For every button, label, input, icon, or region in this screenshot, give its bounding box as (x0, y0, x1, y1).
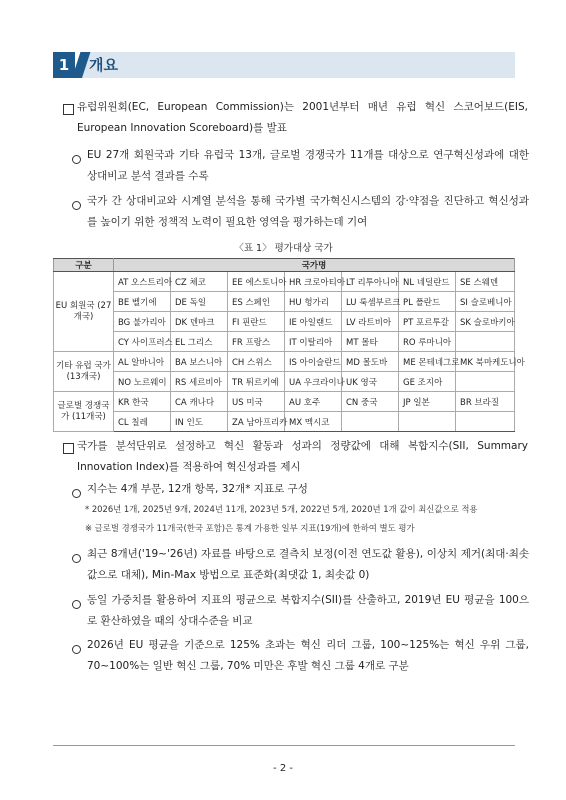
paragraph-weighting (72, 590, 529, 632)
country-cell: CH 스위스 (228, 352, 285, 372)
paragraph-text: 국가를 분석단위로 설정하고 혁신 활동과 성과의 정량값에 대해 복합지수(SII, Summary Innovation Index)를 적용하여 혁신성과를 제시 (77, 440, 528, 473)
country-cell (342, 412, 399, 432)
country-cell: PL 폴란드 (399, 292, 456, 312)
table-body (54, 272, 525, 432)
country-cell: HR 크로아티아 (285, 272, 342, 292)
country-cell: UA 우크라이나 (285, 372, 342, 392)
country-cell: TR 튀르키예 (228, 372, 285, 392)
table-row (54, 412, 515, 432)
paragraph-text: 최근 8개년('19~'26년) 자료를 바탕으로 결측치 보정(이전 연도값 활용), 이상치 제거(최대·최솟값으로 대체), Min-Max 방법으로 표준화(최댓값 1, 최솟값 0) (87, 548, 529, 581)
country-cell: SI 슬로베니아 (456, 292, 515, 312)
table-row (54, 332, 515, 352)
section-number: 1 (53, 52, 75, 78)
country-cell: LV 라트비아 (342, 312, 399, 332)
paragraph-groups (72, 635, 529, 677)
country-cell: AU 호주 (285, 392, 342, 412)
country-cell: GE 조지아 (399, 372, 456, 392)
country-cell (456, 372, 515, 392)
country-cell: IN 인도 (171, 412, 228, 432)
paragraph-text: 유럽위원회(EC, European Commission)는 2001년부터 매년 유럽 혁신 스코어보드(EIS, European Innovation Scoreboard)를 발표 (77, 101, 528, 134)
country-cell: HU 헝가리 (285, 292, 342, 312)
country-cell: ES 스페인 (228, 292, 285, 312)
table-row (54, 392, 515, 412)
section-header (53, 52, 515, 78)
country-cell: PT 포르투갈 (399, 312, 456, 332)
footnote-latest-values: * 2026년 1개, 2025년 9개, 2024년 11개, 2023년 5개, 2022년 5개, 2020년 1개 값이 최신값으로 적용 (85, 504, 478, 514)
group-eu-label: EU 회원국 (27개국) (54, 272, 114, 352)
country-cell: SE 스웨덴 (456, 272, 515, 292)
circle-bullet-icon (72, 155, 81, 164)
country-cell: IS 아이슬란드 (285, 352, 342, 372)
country-cell: BE 벨기에 (114, 292, 171, 312)
section-header-band (81, 52, 515, 78)
country-cell: ME 몬테네그로 (399, 352, 456, 372)
country-cell: RO 루마니아 (399, 332, 456, 352)
table-row (54, 272, 515, 292)
country-cell: SK 슬로바키아 (456, 312, 515, 332)
square-bullet-icon (63, 104, 74, 115)
country-cell: DE 독일 (171, 292, 228, 312)
country-cell: US 미국 (228, 392, 285, 412)
country-cell: LU 룩셈부르크 (342, 292, 399, 312)
country-cell: CZ 체코 (171, 272, 228, 292)
paragraph-eu-coverage (72, 145, 529, 187)
country-cell: CL 칠레 (114, 412, 171, 432)
country-cell: EE 에스토니아 (228, 272, 285, 292)
section-title: 개요 (89, 56, 118, 74)
country-cell: LT 리투아니아 (342, 272, 399, 292)
country-cell: BA 보스니아 (171, 352, 228, 372)
paragraph-index-structure (72, 479, 529, 500)
country-cell: CN 중국 (342, 392, 399, 412)
country-cell: BR 브라질 (456, 392, 515, 412)
paragraph-sii (63, 436, 528, 478)
group-global-label: 글로벌 경쟁국가 (11개국) (54, 392, 114, 432)
table-caption: 〈표 1〉 평가대상 국가 (234, 243, 333, 254)
group-other-europe-label: 기타 유럽 국가 (13개국) (54, 352, 114, 392)
country-cell: ZA 남아프리카 (228, 412, 285, 432)
paragraph-text: 2026년 EU 평균을 기준으로 125% 초과는 혁신 리더 그룹, 100~125%는 혁신 우위 그룹, 70~100%는 일반 혁신 그룹, 70% 미만은 후발 혁신 그룹 4개로 구분 (87, 639, 529, 672)
table-row (54, 352, 515, 372)
paragraph-text: EU 27개 회원국과 기타 유럽국 13개, 글로벌 경쟁국가 11개를 대상으로 연구혁신성과에 대한 상대비교 분석 결과를 수록 (87, 149, 529, 182)
country-cell: DK 덴마크 (171, 312, 228, 332)
table-row (54, 312, 515, 332)
country-cell: IE 아일랜드 (285, 312, 342, 332)
country-cell: MX 멕시코 (285, 412, 342, 432)
footnote-global-countries: ※ 글로벌 경쟁국가 11개국(한국 포함)은 통계 가용한 일부 지표(19개)에 한하여 별도 평가 (85, 523, 415, 533)
country-cell: KR 한국 (114, 392, 171, 412)
country-cell: AL 알바니아 (114, 352, 171, 372)
circle-bullet-icon (72, 554, 81, 563)
table-row (54, 372, 515, 392)
country-cell (456, 412, 515, 432)
circle-bullet-icon (72, 489, 81, 498)
country-cell: UK 영국 (342, 372, 399, 392)
country-cell: IT 이탈리아 (285, 332, 342, 352)
country-cell: EL 그리스 (171, 332, 228, 352)
circle-bullet-icon (72, 201, 81, 210)
page-number: - 2 - (273, 763, 293, 774)
country-cell: NO 노르웨이 (114, 372, 171, 392)
paragraph-comparison (72, 191, 529, 233)
table-header-group: 구분 (54, 259, 114, 272)
country-cell: JP 일본 (399, 392, 456, 412)
country-cell: FR 프랑스 (228, 332, 285, 352)
footer-divider (53, 745, 515, 746)
country-table (53, 258, 525, 432)
country-cell: MK 북마케도니아 (456, 352, 515, 372)
square-bullet-icon (63, 443, 74, 454)
country-cell: MD 몰도바 (342, 352, 399, 372)
table-row (54, 292, 515, 312)
circle-bullet-icon (72, 600, 81, 609)
country-cell: MT 몰타 (342, 332, 399, 352)
country-cell: CY 사이프러스 (114, 332, 171, 352)
country-cell: CA 캐나다 (171, 392, 228, 412)
paragraph-eis (63, 97, 528, 139)
paragraph-text: 동일 가중치를 활용하여 지표의 평균으로 복합지수(SII)를 산출하고, 2019년 EU 평균을 100으로 환산하였을 때의 상대수준을 비교 (87, 594, 529, 627)
country-cell (399, 412, 456, 432)
paragraph-text: 국가 간 상대비교와 시계열 분석을 통해 국가별 국가혁신시스템의 강·약점을 진단하고 혁신성과를 높이기 위한 정책적 노력이 필요한 영역을 평가하는데 기여 (87, 195, 529, 228)
country-cell: AT 오스트리아 (114, 272, 171, 292)
circle-bullet-icon (72, 645, 81, 654)
country-cell: RS 세르비아 (171, 372, 228, 392)
country-cell: BG 불가리아 (114, 312, 171, 332)
table-header-countries: 국가명 (114, 259, 515, 272)
country-cell: FI 핀란드 (228, 312, 285, 332)
country-cell (456, 332, 515, 352)
paragraph-text: 지수는 4개 부문, 12개 항목, 32개* 지표로 구성 (87, 483, 308, 495)
paragraph-data-processing (72, 544, 529, 586)
country-cell: NL 네덜란드 (399, 272, 456, 292)
